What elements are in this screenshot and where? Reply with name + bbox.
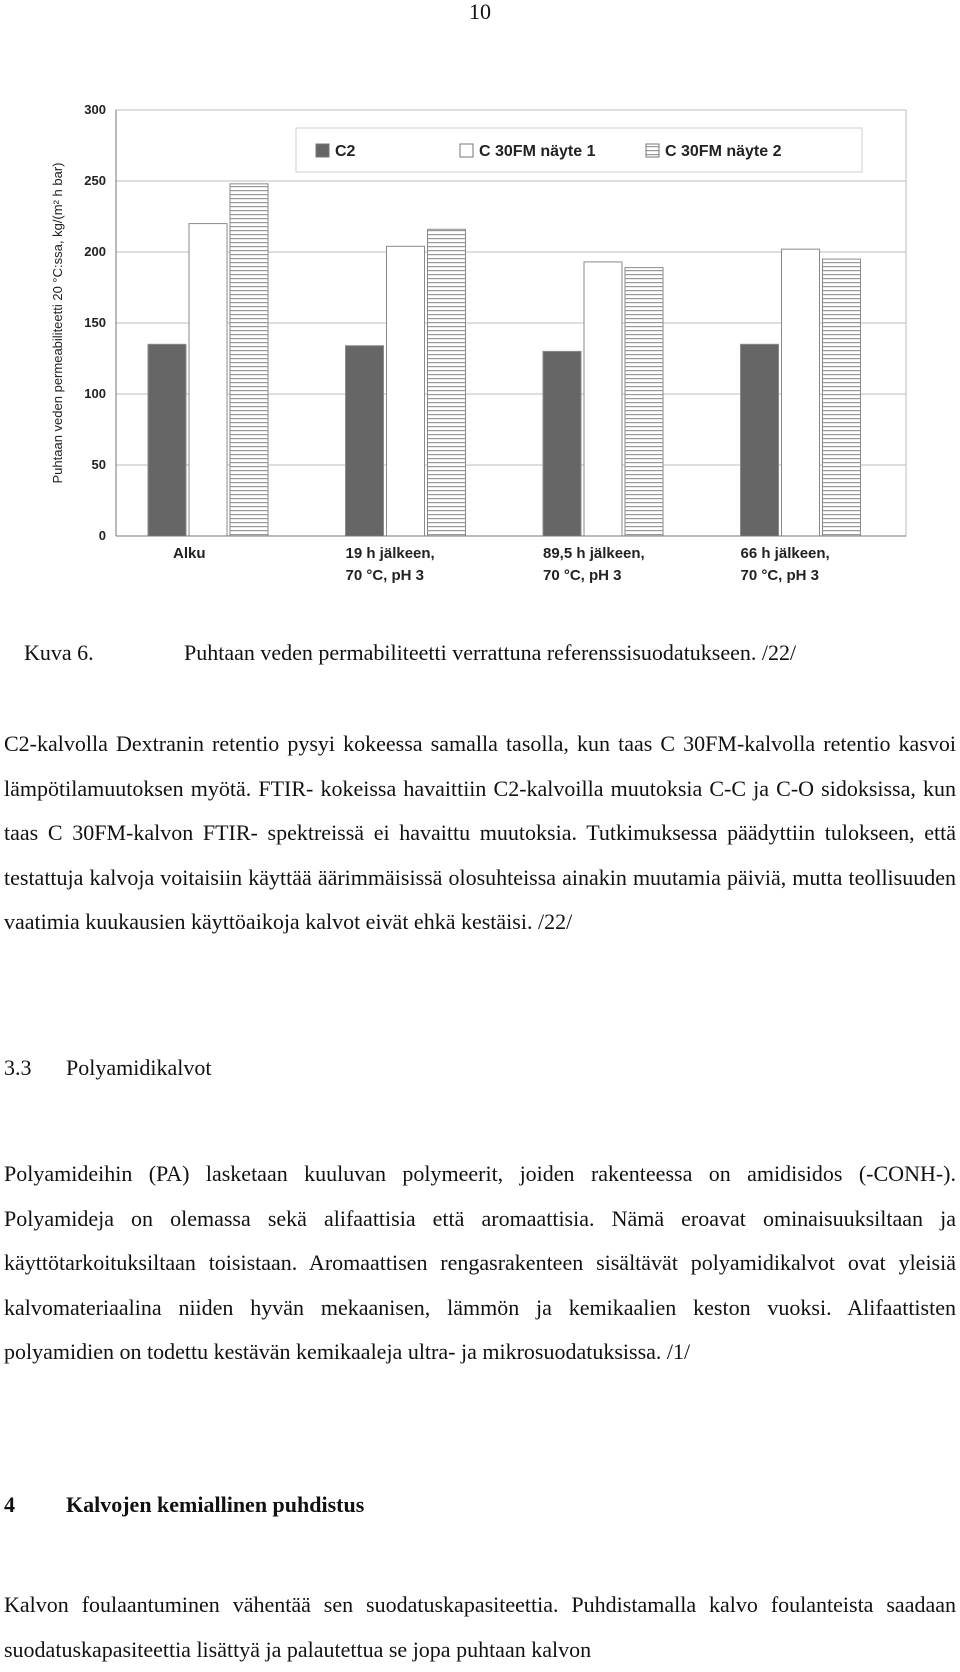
bar <box>189 224 227 536</box>
bar <box>387 246 425 536</box>
paragraph-polyamides: Polyamideihin (PA) lasketaan kuuluvan polymeerit, joiden rakenteessa on amidisidos (-CONH-). Polyamideja on olemassa sekä alifaattisia että aromaattisia. Nämä eroavat ominaisuuksiltaan ja käyttötarkoituksiltaan toisistaan. Aromaattisen rengasrakenteen sisältävät polyamidikalvot ovat yleisiä kalvomateriaalina niiden hyvän mekaanisen, lämmön ja kemikaalien keston vuoksi. Alifaattisten polyamidien on todettu kestävän kemikaaleja ultra- ja mikrosuodatuksissa. /1/ <box>4 1161 956 1364</box>
caption-text: Puhtaan veden permabiliteetti verrattuna referenssisuodatukseen. /22/ <box>184 640 797 665</box>
page-number: 10 <box>469 0 491 24</box>
x-category-label: 89,5 h jälkeen, <box>543 545 645 562</box>
paragraph-fouling: Kalvon foulaantuminen vähentää sen suodatuskapasiteettia. Puhdistamalla kalvo foulanteista saadaan suodatuskapasiteettia lisättyä ja palautettua se jopa puhtaan kalvon <box>4 1592 956 1662</box>
section-heading-4 <box>4 1490 364 1520</box>
permeability-bar-chart <box>40 100 920 630</box>
x-category-label: 70 °C, pH 3 <box>543 567 622 584</box>
bar <box>230 184 268 536</box>
legend-swatch <box>646 144 659 157</box>
section-title: Polyamidikalvot <box>66 1055 212 1080</box>
bar <box>782 249 820 536</box>
figure-caption <box>24 638 944 668</box>
y-tick-label: 300 <box>84 102 106 117</box>
legend-entry: C 30FM näyte 2 <box>665 143 782 160</box>
paragraph-retention: C2-kalvolla Dextranin retentio pysyi kokeessa samalla tasolla, kun taas C 30FM-kalvolla retentio kasvoi lämpötilamuutoksen myötä. FTIR- kokeissa havaittiin C2-kalvoilla muutoksia C-C ja C-O sidoksissa, kun taas C 30FM-kalvon FTIR- spektreissä ei havaittu muutoksia. Tutkimuksessa päädyttiin tulokseen, että testattuja kalvoja voitaisiin käyttää äärimmäisissä olosuhteissa ainakin muutamia päiviä, mutta teollisuuden vaatimia kuukausien käyttöaikoja kalvot eivät ehkä kestäisi. /22/ <box>4 731 956 934</box>
y-tick-label: 100 <box>84 386 106 401</box>
bar <box>346 346 384 536</box>
y-tick-label: 250 <box>84 173 106 188</box>
bar <box>428 229 466 536</box>
x-category-label: 70 °C, pH 3 <box>740 567 820 584</box>
section-title: Kalvojen kemiallinen puhdistus <box>66 1492 365 1517</box>
x-category-label: 66 h jälkeen, <box>740 545 830 562</box>
y-tick-label: 150 <box>84 315 106 330</box>
y-axis-label: Puhtaan veden permeabiliteetti 20 °C:ssa, kg/(m² h bar) <box>50 162 65 484</box>
section-number: 3.3 <box>4 1055 32 1080</box>
bar <box>543 351 581 536</box>
bar <box>148 344 186 536</box>
legend-swatch <box>460 144 473 157</box>
x-category-label: 19 h jälkeen, <box>345 545 435 562</box>
bar <box>823 259 861 536</box>
bar <box>625 268 663 536</box>
caption-number: Kuva 6. <box>24 640 94 665</box>
bar <box>741 344 779 536</box>
legend-entry: C 30FM näyte 1 <box>479 143 596 160</box>
x-category-label: 70 °C, pH 3 <box>345 567 425 584</box>
y-tick-label: 0 <box>98 528 106 543</box>
y-tick-label: 50 <box>91 457 106 472</box>
legend-swatch <box>316 144 329 157</box>
y-tick-label: 200 <box>84 244 106 259</box>
section-number: 4 <box>4 1492 15 1517</box>
section-heading-3-3 <box>4 1053 211 1083</box>
bar <box>584 262 622 536</box>
legend-entry: C2 <box>335 143 356 160</box>
x-category-label: Alku <box>173 545 206 562</box>
chart-svg <box>40 100 920 630</box>
